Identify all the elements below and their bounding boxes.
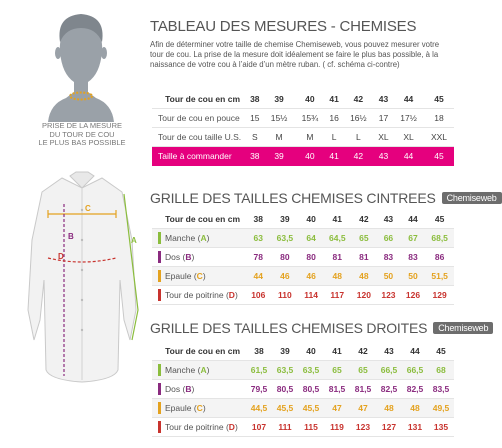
table-row xyxy=(152,418,454,437)
table-cell: M xyxy=(264,128,295,147)
table-cell: 66,5 xyxy=(376,361,402,380)
table-cell: 78 xyxy=(246,248,271,267)
table-cell: 44 xyxy=(402,342,428,361)
diagram-label-c: C xyxy=(85,204,91,213)
table-cell: L xyxy=(325,128,343,147)
table-cell: 119 xyxy=(324,418,350,437)
table-cell: XXL xyxy=(424,128,454,147)
table-row xyxy=(152,286,454,305)
table-cell: 40 xyxy=(298,342,324,361)
diagram-label-a: A xyxy=(131,236,137,245)
brand-badge: Chemiseweb xyxy=(442,192,502,204)
table-row xyxy=(152,380,454,399)
table-cell: 17 xyxy=(374,109,393,128)
color-marker xyxy=(158,289,161,301)
table-cell: 81,5 xyxy=(324,380,350,399)
table-cell: L xyxy=(343,128,374,147)
table-cell: 63,5 xyxy=(271,229,300,248)
table-cell: 42 xyxy=(350,342,376,361)
table-cell: 82,5 xyxy=(402,380,428,399)
table-cell: 81 xyxy=(323,248,352,267)
table-cell: 45,5 xyxy=(272,399,298,418)
table-cell: XL xyxy=(393,128,424,147)
table-row xyxy=(152,229,454,248)
table-cell: 44 xyxy=(393,90,424,109)
color-marker xyxy=(158,232,161,244)
table-cell: 120 xyxy=(352,286,377,305)
table-cell: 18 xyxy=(424,109,454,128)
diagram-label-b: B xyxy=(68,232,74,241)
neck-size-table xyxy=(152,90,454,166)
table-row xyxy=(152,342,454,361)
table-cell: 65 xyxy=(350,361,376,380)
section1-intro: Afin de déterminer votre taille de chemise Chemiseweb, vous pouvez mesurer votre tour de cou. La prise de la mesure doit idéalement se faire le plus bas possible, à la naissance de votre cou à l’aide d’un mètre ruban. ( cf. schéma ci-contre) xyxy=(150,40,440,69)
table-cell: 50 xyxy=(376,267,401,286)
table-cell: 64 xyxy=(299,229,323,248)
table-cell: 48 xyxy=(376,399,402,418)
table-cell: 82,5 xyxy=(376,380,402,399)
table-cell: 114 xyxy=(299,286,323,305)
color-marker xyxy=(158,383,161,395)
table-cell: 43 xyxy=(376,210,401,229)
table-cell: 110 xyxy=(271,286,300,305)
table-cell: 47 xyxy=(324,399,350,418)
row-label: Epaule (C) xyxy=(152,267,246,286)
table-cell: 80 xyxy=(299,248,323,267)
row-label: Dos (B) xyxy=(152,248,246,267)
table-cell: 47 xyxy=(350,399,376,418)
table-row xyxy=(152,210,454,229)
table-cell: 127 xyxy=(376,418,402,437)
table-cell: 38 xyxy=(246,210,271,229)
table-row xyxy=(152,248,454,267)
table-cell: 135 xyxy=(428,418,454,437)
section3-title: GRILLE DES TAILLES CHEMISES DROITES Chemiseweb xyxy=(150,320,493,336)
table-cell: 44 xyxy=(401,210,426,229)
table-cell: 131 xyxy=(402,418,428,437)
table-cell: 83 xyxy=(401,248,426,267)
table-cell: 111 xyxy=(272,418,298,437)
table-cell: 117 xyxy=(323,286,352,305)
table-cell: 107 xyxy=(246,418,272,437)
table-cell: 42 xyxy=(352,210,377,229)
table-cell: 48 xyxy=(323,267,352,286)
table-cell: 64,5 xyxy=(323,229,352,248)
color-marker xyxy=(158,270,161,282)
table-cell: 83 xyxy=(376,248,401,267)
table-cell: 65 xyxy=(352,229,377,248)
section1-title: TABLEAU DES MESURES - CHEMISES xyxy=(150,18,417,35)
table-cell: 48 xyxy=(402,399,428,418)
table-cell: M xyxy=(294,128,325,147)
table-cell: 50 xyxy=(401,267,426,286)
table-cell: 46 xyxy=(299,267,323,286)
table-cell: 16 xyxy=(325,109,343,128)
row-label: Tour de cou en cm xyxy=(152,90,246,109)
table-cell: 65 xyxy=(324,361,350,380)
table-cell: 43 xyxy=(374,90,393,109)
neck-caption: PRISE DE LA MESURE DU TOUR DE COU LE PLUS BAS POSSIBLE xyxy=(38,121,126,148)
table-cell: 123 xyxy=(376,286,401,305)
row-label: Tour de cou en cm xyxy=(152,342,246,361)
table-cell: 86 xyxy=(425,248,454,267)
row-label: Tour de cou en pouce xyxy=(152,109,246,128)
neck-measure-illustration xyxy=(38,12,124,122)
section2-title: GRILLE DES TAILLES CHEMISES CINTREES Chemiseweb xyxy=(150,190,502,206)
row-label: Tour de poitrine (D) xyxy=(152,286,246,305)
straight-shirt-table xyxy=(152,342,454,437)
table-row xyxy=(152,90,454,109)
table-cell: 45 xyxy=(424,90,454,109)
table-cell: 63 xyxy=(246,229,271,248)
shirt-measure-illustration xyxy=(18,170,146,442)
table-cell: 41 xyxy=(324,342,350,361)
table-cell: 39 xyxy=(271,210,300,229)
table-cell: 49,5 xyxy=(428,399,454,418)
table-row-highlight xyxy=(152,147,454,166)
table-cell: S xyxy=(246,128,264,147)
table-cell: 80 xyxy=(271,248,300,267)
table-cell: 41 xyxy=(325,147,343,166)
table-cell: 79,5 xyxy=(246,380,272,399)
table-cell: 68 xyxy=(428,361,454,380)
table-cell: 40 xyxy=(294,90,325,109)
color-marker xyxy=(158,421,161,433)
table-cell: 48 xyxy=(352,267,377,286)
row-label: Tour de cou taille U.S. xyxy=(152,128,246,147)
table-row xyxy=(152,361,454,380)
table-row xyxy=(152,128,454,147)
table-cell: 40 xyxy=(294,147,325,166)
color-marker xyxy=(158,364,161,376)
table-cell: 15 xyxy=(246,109,264,128)
table-cell: 81 xyxy=(352,248,377,267)
table-cell: 44,5 xyxy=(246,399,272,418)
table-cell: 61,5 xyxy=(246,361,272,380)
fitted-shirt-table xyxy=(152,210,454,305)
table-row xyxy=(152,109,454,128)
table-cell: 43 xyxy=(374,147,393,166)
row-label: Manche (A) xyxy=(152,229,246,248)
table-cell: 80,5 xyxy=(272,380,298,399)
table-cell: 40 xyxy=(299,210,323,229)
table-cell: 63,5 xyxy=(298,361,324,380)
row-label: Tour de poitrine (D) xyxy=(152,418,246,437)
table-cell: 44 xyxy=(393,147,424,166)
table-cell: XL xyxy=(374,128,393,147)
table-cell: 41 xyxy=(323,210,352,229)
table-cell: 106 xyxy=(246,286,271,305)
table-cell: 45 xyxy=(428,342,454,361)
table-cell: 38 xyxy=(246,342,272,361)
table-cell: 45 xyxy=(425,210,454,229)
diagram-label-d: D xyxy=(58,252,64,261)
brand-badge: Chemiseweb xyxy=(433,322,493,334)
table-cell: 42 xyxy=(343,90,374,109)
table-cell: 83,5 xyxy=(428,380,454,399)
table-cell: 68,5 xyxy=(425,229,454,248)
table-cell: 15¾ xyxy=(294,109,325,128)
table-cell: 39 xyxy=(264,90,295,109)
row-label: Tour de cou en cm xyxy=(152,210,246,229)
table-cell: 51,5 xyxy=(425,267,454,286)
table-cell: 43 xyxy=(376,342,402,361)
row-label: Dos (B) xyxy=(152,380,246,399)
table-cell: 115 xyxy=(298,418,324,437)
table-cell: 63,5 xyxy=(272,361,298,380)
table-cell: 45 xyxy=(424,147,454,166)
table-cell: 16½ xyxy=(343,109,374,128)
table-cell: 42 xyxy=(343,147,374,166)
color-marker xyxy=(158,251,161,263)
table-cell: 38 xyxy=(246,147,264,166)
table-cell: 81,5 xyxy=(350,380,376,399)
table-cell: 39 xyxy=(272,342,298,361)
row-label: Manche (A) xyxy=(152,361,246,380)
table-cell: 67 xyxy=(401,229,426,248)
table-cell: 126 xyxy=(401,286,426,305)
row-label: Epaule (C) xyxy=(152,399,246,418)
table-cell: 66 xyxy=(376,229,401,248)
table-cell: 38 xyxy=(246,90,264,109)
table-cell: 41 xyxy=(325,90,343,109)
table-cell: 44 xyxy=(246,267,271,286)
table-cell: 46 xyxy=(271,267,300,286)
table-cell: 129 xyxy=(425,286,454,305)
table-cell: 15½ xyxy=(264,109,295,128)
table-cell: 17½ xyxy=(393,109,424,128)
table-row xyxy=(152,399,454,418)
table-cell: 80,5 xyxy=(298,380,324,399)
row-label: Taille à commander xyxy=(152,147,246,166)
table-cell: 45,5 xyxy=(298,399,324,418)
table-cell: 123 xyxy=(350,418,376,437)
table-row xyxy=(152,267,454,286)
table-cell: 66,5 xyxy=(402,361,428,380)
table-cell: 39 xyxy=(264,147,295,166)
color-marker xyxy=(158,402,161,414)
